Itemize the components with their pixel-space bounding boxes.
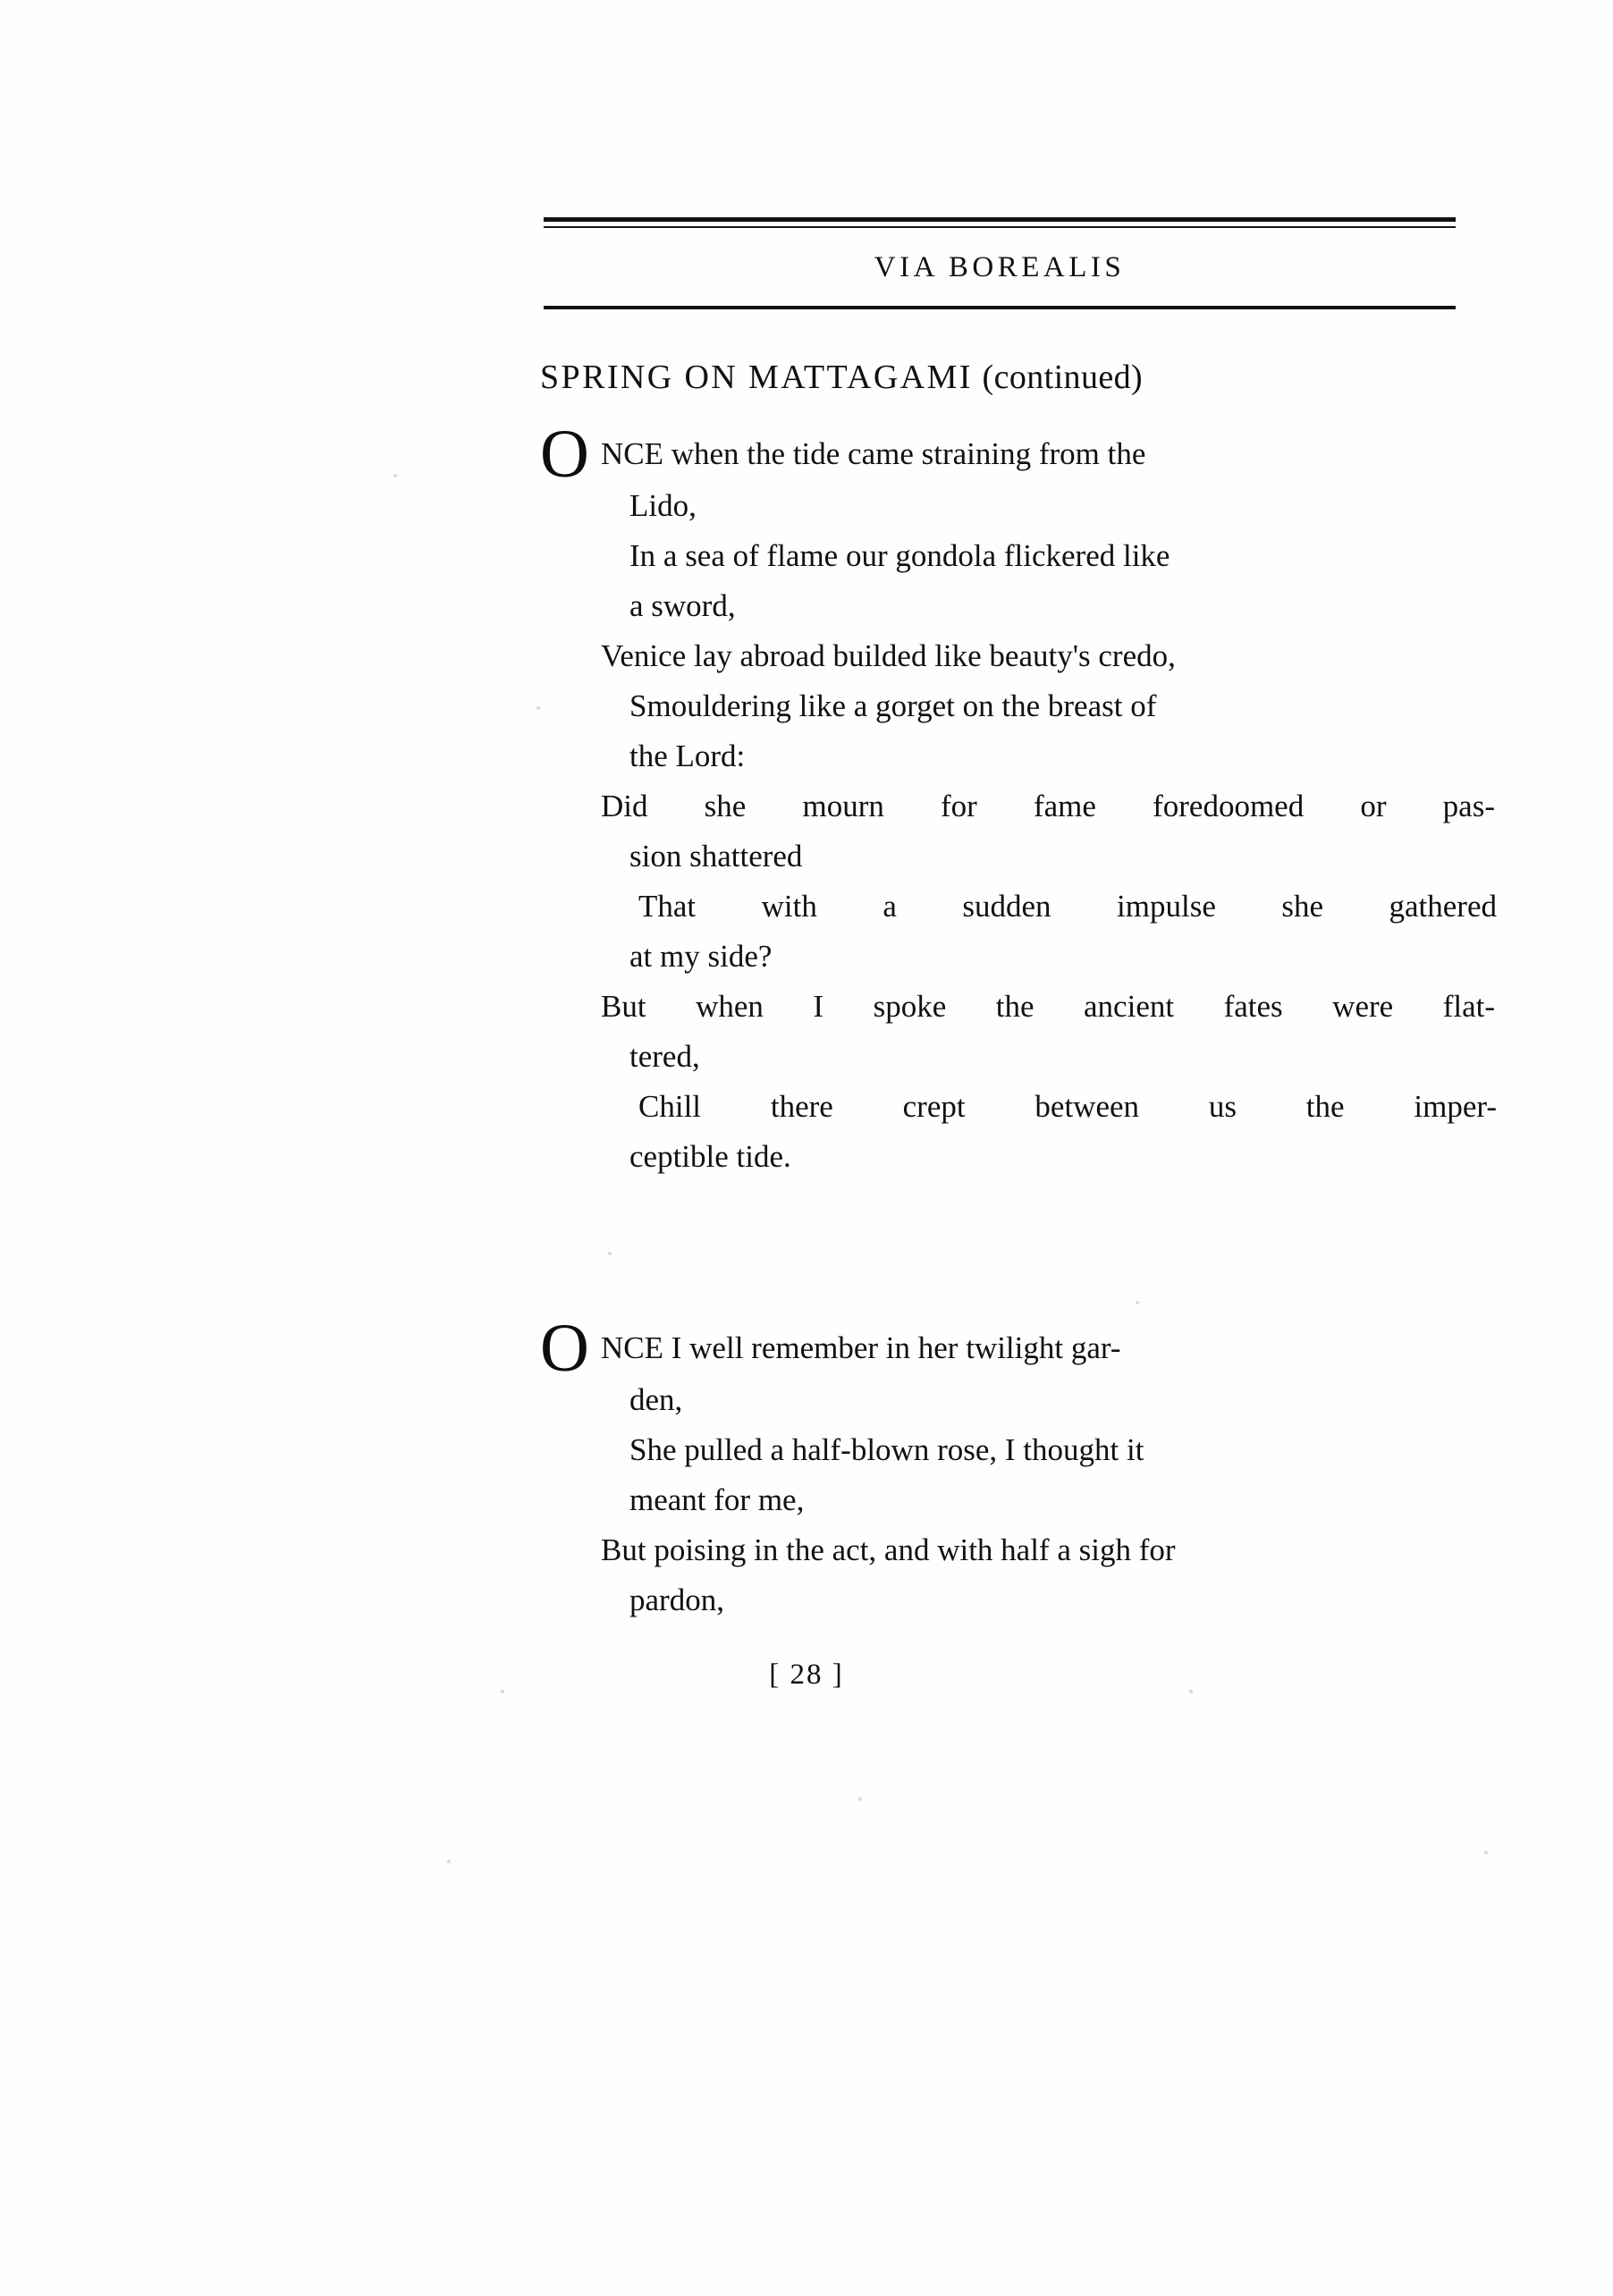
drop-cap-letter: O [540,1311,589,1386]
stanza-first [540,417,1497,1182]
verse-line-text: NCE I well remember in her twilight gar- [601,1330,1121,1365]
poem-title [540,358,1143,397]
paper-speck [1189,1690,1193,1693]
verse-line: a sword, [629,588,736,623]
verse-line: Smouldering like a gorget on the breast of [629,688,1157,723]
paper-speck [1484,1851,1488,1854]
poem-title-main: SPRING ON MATTAGAMI [540,359,973,396]
drop-cap-letter: O [540,417,589,492]
verse-line: But poising in the act, and with half a sigh for [601,1532,1176,1567]
verse-line: at my side? [629,939,773,974]
header-rule-bottom [544,306,1456,309]
running-head: VIA BOREALIS [874,251,1126,283]
paper-speck [393,474,397,477]
verse-line [540,417,1461,492]
verse-line: In a sea of flame our gondola flickered like [629,538,1170,573]
paper-speck [501,1690,504,1693]
verse-line: That with a sudden impulse she gathered [638,889,1497,924]
verse-line: sion shattered [629,839,803,874]
poem-title-continued-note: (continued) [982,359,1144,396]
verse-line: Venice lay abroad builded like beauty's credo, [601,638,1176,673]
verse-line: Chill there crept between us the imper- [638,1089,1497,1124]
verse-line: ceptible tide. [629,1139,791,1174]
verse-line [540,1311,1461,1386]
paper-speck [1136,1301,1139,1304]
verse-line: Did she mourn for fame foredoomed or pas- [601,789,1495,823]
paper-speck [536,706,540,710]
verse-line: But when I spoke the ancient fates were flat- [601,989,1495,1024]
verse-line: tered, [629,1039,700,1074]
page-header [544,217,1456,309]
verse-line-text: NCE when the tide came straining from the [601,436,1146,471]
verse-line: den, [629,1382,683,1417]
stanza-second [540,1311,1461,1625]
page-folio: [ 28 ] [769,1659,844,1691]
verse-line: pardon, [629,1583,724,1617]
verse-line: Lido, [629,488,697,523]
verse-line: the Lord: [629,739,746,773]
paper-speck [608,1252,612,1255]
header-rule-top-thick [544,217,1456,222]
verse-line: She pulled a half-blown rose, I thought it [629,1432,1144,1467]
paper-speck [447,1860,451,1863]
verse-line: meant for me, [629,1482,805,1517]
paper-speck [858,1797,862,1801]
